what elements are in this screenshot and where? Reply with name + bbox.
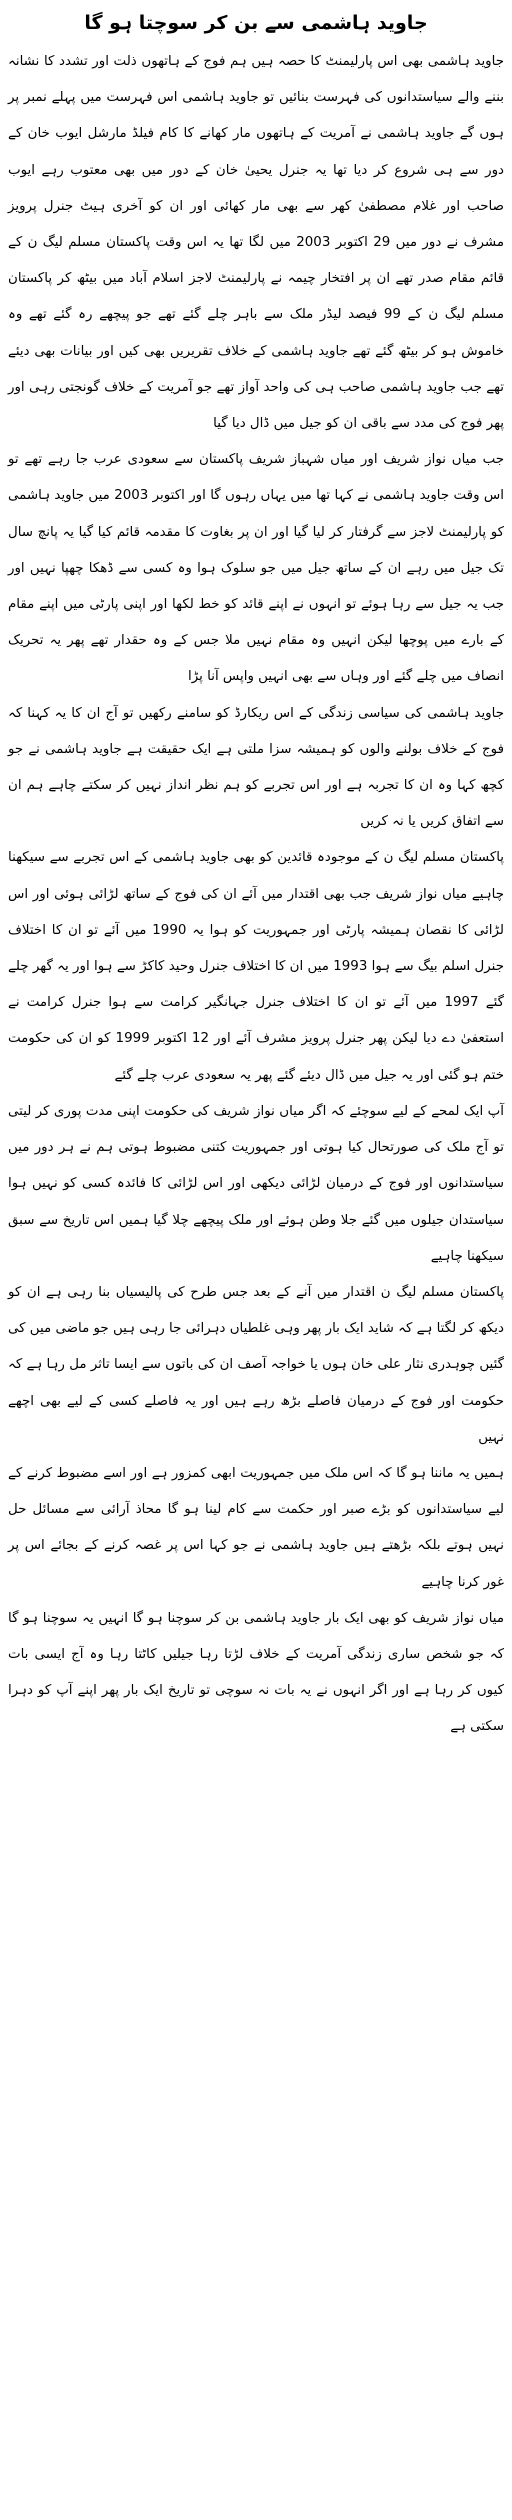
article-paragraph: ہمیں یہ ماننا ہو گا کہ اس ملک میں جمہوریت ابھی کمزور ہے اور اسے مضبوط کرنے کے لیے سیاستدانوں کو بڑے صبر اور حکمت سے کام لینا ہو گا محاذ آرائی سے مسائل حل نہیں ہوتے بلکہ بڑھتے ہیں جاوید ہاشمی نے جو کہا اس پر غصہ کرنے کے بجائے اس پر غور کرنا چاہیے bbox=[8, 1465, 504, 1590]
article-paragraph: پاکستان مسلم لیگ ن اقتدار میں آنے کے بعد جس طرح کی پالیسیاں بنا رہی ہے ان کو دیکھ کر لگتا ہے کہ شاید ایک بار پھر وہی غلطیاں دہرائی جا رہی ہیں جو ماضی میں کی گئیں چوہدری نثار علی خان ہوں یا خواجہ آصف ان کی باتوں سے ایسا تاثر مل رہا ہے کہ حکومت اور فوج کے درمیان فاصلے بڑھ رہے ہیں اور یہ فاصلے کسی کے لیے بھی اچھے نہیں bbox=[8, 1284, 504, 1445]
article-paragraph: آپ ایک لمحے کے لیے سوچئے کہ اگر میاں نواز شریف کی حکومت اپنی مدت پوری کر لیتی تو آج ملک کی صورتحال کیا ہوتی اور جمہوریت کتنی مضبوط ہوتی ہم نے ہر دور میں سیاستدانوں اور فوج کے درمیان لڑائی دیکھی اور اس لڑائی کا فائدہ کسی کو نہیں ہوا سیاستدان جیلوں میں گئے جلا وطن ہوئے اور ملک پیچھے چلا گیا ہمیں اس تاریخ سے سبق سیکھنا چاہیے bbox=[8, 1103, 504, 1264]
article-headline: جاوید ہاشمی سے بن کر سوچتا ہو گا bbox=[84, 12, 428, 34]
article-paragraph: میاں نواز شریف کو بھی ایک بار جاوید ہاشمی بن کر سوچنا ہو گا انہیں یہ سوچنا ہو گا کہ جو شخص ساری زندگی آمریت کے خلاف لڑتا رہا جیلیں کاٹتا رہا وہ آج ایسی بات کیوں کر رہا ہے اور اگر انہوں نے یہ بات نہ سوچی تو تاریخ ایک بار پھر اپنے آپ کو دہرا سکتی ہے bbox=[8, 1610, 504, 1735]
article-body bbox=[8, 44, 504, 1746]
article-paragraph: جاوید ہاشمی بھی اس پارلیمنٹ کا حصہ ہیں ہم فوج کے ہاتھوں ذلت اور تشدد کا نشانہ بننے والے سیاستدانوں کی فہرست بنائیں تو جاوید ہاشمی اس فہرست میں پہلے نمبر پر ہوں گے جاوید ہاشمی نے آمریت کے ہاتھوں مار کھانے کا کام فیلڈ مارشل ایوب خان کے دور سے ہی شروع کر دیا تھا یہ جنرل یحییٰ خان کے دور میں بھی معتوب رہے ایوب صاحب اور غلام مصطفیٰ کھر سے بھی مار کھائی اور ان کو آخری ہیٹ جنرل پرویز مشرف نے دور میں 29 اکتوبر 2003 میں لگا تھا یہ اس وقت پاکستان مسلم لیگ ن کے قائم مقام صدر تھے ان پر افتخار چیمہ نے پارلیمنٹ لاجز اسلام آباد میں بیٹھ کر پاکستان مسلم لیگ ن کے 99 فیصد لیڈر ملک سے باہر چلے گئے تھے جو پیچھے رہ گئے تھے وہ خاموش ہو کر بیٹھ گئے تھے جاوید ہاشمی کے خلاف تقریریں بھی کیں اور بیانات بھی دیئے تھے جب جاوید ہاشمی صاحب ہی کی واحد آواز تھے جو آمریت کے خلاف گونجتی رہی اور پھر فوج کی مدد سے باقی ان کو جیل میں ڈال دیا گیا bbox=[8, 54, 504, 432]
article-paragraph: جاوید ہاشمی کی سیاسی زندگی کے اس ریکارڈ کو سامنے رکھیں تو آج ان کا یہ کہنا کہ فوج کے خلاف بولنے والوں کو ہمیشہ سزا ملتی ہے ایک حقیقت ہے جاوید ہاشمی نے جو کچھ کہا وہ ان کا تجربہ ہے اور اس تجربے کو ہم نظر انداز نہیں کر سکتے چاہے ہم ان سے اتفاق کریں یا نہ کریں bbox=[8, 705, 504, 830]
article-paragraph: پاکستان مسلم لیگ ن کے موجودہ قائدین کو بھی جاوید ہاشمی کے اس تجربے سے سیکھنا چاہیے میاں نواز شریف جب بھی اقتدار میں آئے ان کی فوج کے ساتھ لڑائی ہوئی اور اس لڑائی کا نقصان ہمیشہ پارٹی اور جمہوریت کو ہوا یہ 1990 میں آئے تو ان کا اختلاف جنرل اسلم بیگ سے ہوا 1993 میں ان کا اختلاف جنرل وحید کاکڑ سے ہوا اور یہ گھر چلے گئے 1997 میں آئے تو ان کا اختلاف جنرل جہانگیر کرامت سے ہوا جنرل کرامت نے استعفیٰ دے دیا لیکن پھر جنرل پرویز مشرف آئے اور 12 اکتوبر 1999 کو ان کی حکومت ختم ہو گئی اور یہ جیل میں ڈال دیئے گئے پھر یہ سعودی عرب چلے گئے bbox=[8, 850, 504, 1083]
article-paragraph: جب میاں نواز شریف اور میاں شہباز شریف پاکستان سے سعودی عرب جا رہے تھے تو اس وقت جاوید ہاشمی نے کہا تھا میں یہاں رہوں گا اور اکتوبر 2003 میں جاوید ہاشمی کو پارلیمنٹ لاجز سے گرفتار کر لیا گیا اور ان پر بغاوت کا مقدمہ قائم کیا گیا یہ پانچ سال تک جیل میں رہے ان کے ساتھ جیل میں جو سلوک ہوا وہ کسی سے ڈھکا چھپا نہیں اور جب یہ جیل سے رہا ہوئے تو انہوں نے اپنے قائد کو خط لکھا اور اپنی پارٹی میں اپنے مقام کے بارے میں پوچھا لیکن انہیں وہ مقام نہیں ملا جس کے وہ حقدار تھے پھر یہ تحریک انصاف میں چلے گئے اور وہاں سے بھی انہیں واپس آنا پڑا bbox=[8, 452, 504, 685]
